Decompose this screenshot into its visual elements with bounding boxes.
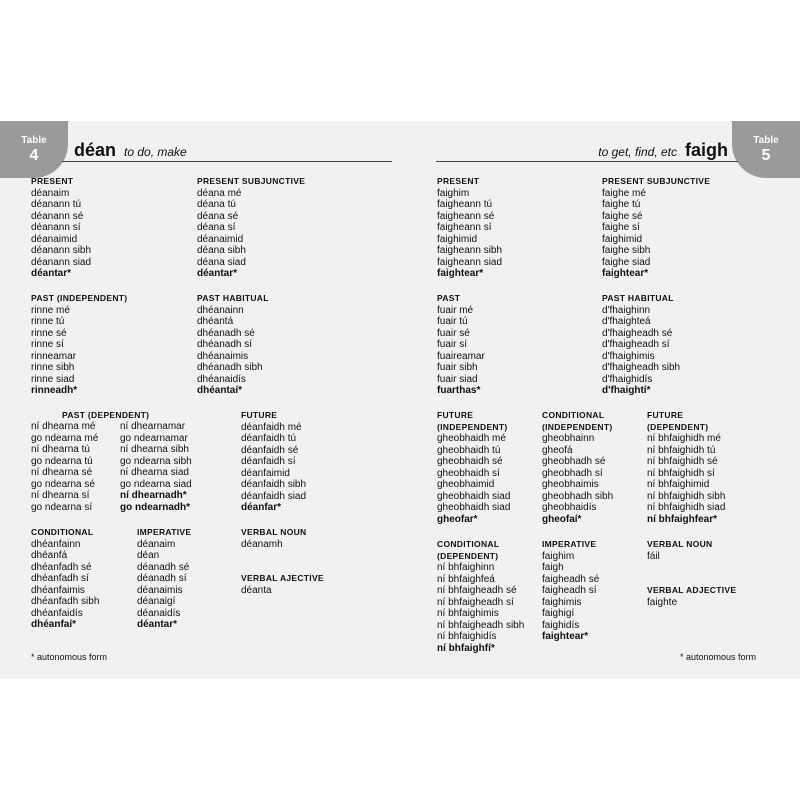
past-independent-block [31, 293, 127, 397]
form: déanann sí [31, 222, 81, 233]
form: déanaim [137, 538, 176, 550]
form: go ndearna mé [31, 432, 99, 444]
verb-title: faigh [685, 140, 728, 160]
form: fuaireamar [437, 350, 485, 362]
form: gheobhadh sé [542, 456, 606, 467]
section-heading: CONDITIONAL [31, 527, 94, 537]
section-heading: PRESENT [437, 176, 480, 186]
form: dhéanadh sibh [197, 362, 263, 373]
form: rinne sé [31, 327, 67, 339]
present-subjunctive-block [602, 176, 710, 280]
form: gheobhaidh sé [437, 456, 503, 467]
form: faigheadh sé [542, 573, 600, 585]
form: déanaimid [31, 233, 78, 245]
form: ní dhearna sí [31, 490, 90, 501]
form: faigheann siad [437, 256, 503, 268]
form: déanadh sí [137, 573, 187, 584]
page-header-left [74, 140, 195, 161]
autonomous-form: déanfar* [241, 502, 282, 513]
form: fuair siad [437, 373, 478, 385]
section-heading: FUTURE [647, 410, 684, 420]
form: ní bhfaighimid [647, 479, 710, 490]
section-subheading: (DEPENDENT) [437, 550, 499, 561]
form: gheobhainn [542, 433, 595, 444]
form: ní bhfaighidh sibh [647, 490, 726, 502]
book-spread [0, 121, 800, 679]
form: gheobhaidh tú [437, 444, 501, 456]
form: déanaimid [197, 233, 244, 245]
form: dhéanainn [197, 304, 244, 316]
form: faighe sí [602, 222, 640, 233]
section-heading: PAST (INDEPENDENT) [31, 293, 128, 303]
autonomous-form: dhéantaí* [197, 385, 243, 396]
form: ní bhfaighidh sé [647, 456, 718, 467]
form: ní bhfaighinn [437, 562, 495, 573]
form: déanfaidh sí [241, 456, 296, 467]
form: go ndearna tú [31, 455, 93, 467]
section-heading: VERBAL AJECTIVE [241, 573, 324, 583]
form: rinne tú [31, 316, 65, 327]
form: fuair sí [437, 339, 468, 350]
autonomous-form: gheofaí* [542, 513, 582, 525]
form: dhéanfadh sé [31, 561, 92, 573]
verb-gloss: to do, make [124, 145, 187, 159]
verbal-adjective-block [647, 585, 736, 608]
form: gheobhadh sí [542, 467, 603, 479]
form: gheobhaidh siad [437, 490, 511, 502]
form: faighidís [542, 619, 580, 631]
form: ní bhfaighidh siad [647, 502, 726, 513]
form: déanfaidh siad [241, 490, 307, 502]
footnote: * autonomous form [31, 652, 108, 662]
form: dhéanaidís [197, 373, 246, 385]
form: faighimis [542, 596, 582, 608]
autonomous-form: déantar* [197, 268, 238, 279]
autonomous-form: faightear* [602, 268, 649, 279]
form: faigheann sibh [437, 245, 503, 256]
form: ní bhfaighidís [437, 631, 497, 642]
form: ní bhfaigheadh sí [437, 596, 514, 608]
section-heading: VERBAL NOUN [647, 539, 713, 549]
form: go ndearna siad [120, 478, 192, 490]
form: déanfaimid [241, 467, 290, 479]
section-heading: CONDITIONAL [542, 410, 605, 420]
form: déanadh sé [137, 561, 190, 573]
section-subheading: (INDEPENDENT) [437, 421, 508, 432]
form: rinne sibh [31, 362, 75, 373]
section-heading: FUTURE [241, 410, 278, 420]
form: faighigí [542, 608, 575, 619]
section-heading: PAST [437, 293, 461, 303]
form: déanamh [241, 538, 283, 550]
section-heading: PAST HABITUAL [602, 293, 674, 303]
form: déanfaidh sé [241, 444, 299, 456]
tab-word: Table [753, 135, 779, 146]
section-heading: PAST HABITUAL [197, 293, 269, 303]
form: ní bhfaighimis [437, 608, 499, 619]
form: fuair sé [437, 327, 470, 339]
form: gheobhaidh mé [437, 433, 506, 444]
section-heading: IMPERATIVE [542, 539, 597, 549]
autonomous-form: gheofar* [437, 513, 478, 525]
past-block [437, 293, 485, 397]
present-block [31, 176, 91, 280]
form: ní dhearna mé [31, 421, 96, 432]
form: faighte [647, 596, 678, 608]
form: déana tú [197, 199, 236, 210]
table-tab-left [0, 121, 68, 178]
form: dhéanadh sé [197, 327, 255, 339]
form: fáil [647, 550, 660, 562]
form: d'fhaigheadh sí [602, 339, 670, 350]
form: dhéanfá [31, 550, 68, 561]
right-page [400, 121, 800, 679]
form: déanta [241, 584, 272, 596]
autonomous-form: fuarthas* [437, 385, 481, 396]
form: faighe sibh [602, 245, 651, 256]
future-block [241, 410, 306, 514]
form: faigheann sí [437, 222, 492, 233]
form: dhéanfaimis [31, 584, 85, 596]
past-dependent-col2 [120, 421, 192, 513]
header-rule [436, 161, 738, 162]
header-rule [62, 161, 392, 162]
verb-gloss: to get, find, etc [598, 145, 677, 159]
form: ní bhfaigheadh sibh [437, 619, 525, 631]
section-heading: FUTURE [437, 410, 474, 420]
form: go ndearna sí [31, 501, 93, 513]
form: déanfaidh mé [241, 421, 302, 433]
form: déanann sé [31, 210, 84, 222]
form: d'fhaighinn [602, 304, 651, 316]
section-heading: CONDITIONAL [437, 539, 500, 549]
imperative-block [137, 527, 191, 631]
form: ní dhearna siad [120, 467, 189, 478]
form: faighimid [602, 233, 643, 245]
form: fuair sibh [437, 362, 478, 373]
form: faighe tú [602, 199, 641, 210]
form: ní bhfaighidh tú [647, 444, 716, 456]
form: dhéanfaidís [31, 607, 83, 619]
form: ní dhearnamar [120, 421, 186, 432]
form: ní bhfaigheadh sé [437, 585, 517, 596]
form: dhéanaimis [197, 350, 249, 362]
form: déanfaidh sibh [241, 479, 307, 490]
section-heading: PRESENT [31, 176, 74, 186]
tab-word: Table [21, 135, 47, 146]
autonomous-form: rinneadh* [31, 385, 78, 396]
form: d'fhaighteá [602, 316, 651, 327]
verbal-adjective-block [241, 573, 324, 596]
form: rinne mé [31, 304, 70, 316]
section-heading: PRESENT SUBJUNCTIVE [197, 176, 306, 186]
form: go ndearna sibh [120, 455, 192, 467]
form: déan [137, 550, 160, 561]
form: faigheann tú [437, 199, 493, 210]
form: faighim [542, 550, 575, 562]
form: déanaidís [137, 607, 181, 619]
conditional-independent-block [542, 410, 613, 525]
form: déanann siad [31, 256, 92, 268]
imperative-block [542, 539, 599, 643]
form: déanaimis [137, 584, 183, 596]
autonomous-form: d'fhaightí* [602, 385, 651, 396]
section-heading: VERBAL NOUN [241, 527, 307, 537]
autonomous-form: faightear* [437, 268, 484, 279]
verbal-noun-block [241, 527, 306, 550]
footnote: * autonomous form [680, 652, 757, 662]
form: déana sí [197, 222, 236, 233]
section-heading: PRESENT SUBJUNCTIVE [602, 176, 711, 186]
form: dhéanfainn [31, 538, 81, 550]
autonomous-form: ní dhearnadh* [120, 490, 187, 501]
form: gheobhaidís [542, 502, 597, 513]
form: ní bhfaighidh sí [647, 467, 715, 479]
autonomous-form: ní bhfaighfí* [437, 642, 495, 654]
form: dhéanadh sí [197, 339, 253, 350]
section-subheading: (INDEPENDENT) [542, 421, 613, 432]
form: ní bhfaighfeá [437, 573, 495, 585]
form: faigheann sé [437, 210, 495, 222]
future-independent-block [437, 410, 510, 525]
form: go ndearnamar [120, 432, 188, 444]
form: dhéanfadh sí [31, 573, 89, 584]
form: gheofá [542, 444, 573, 456]
form: ní dhearna sé [31, 467, 93, 478]
past-dependent-col1 [31, 421, 98, 513]
left-page [0, 121, 400, 679]
form: déana mé [197, 187, 242, 199]
form: rinne sí [31, 339, 64, 350]
future-dependent-block [647, 410, 725, 525]
form: d'fhaighimis [602, 350, 655, 362]
autonomous-form: go ndearnadh* [120, 501, 191, 513]
form: déana siad [197, 256, 246, 268]
form: déana sibh [197, 245, 246, 256]
form: déanaigí [137, 596, 176, 607]
form: faighe sé [602, 210, 643, 222]
autonomous-form: ní bhfaighfear* [647, 513, 718, 525]
form: ní bhfaighidh mé [647, 433, 721, 444]
autonomous-form: déantar* [137, 619, 178, 630]
conditional-dependent-block [437, 539, 524, 654]
present-block [437, 176, 502, 280]
section-heading: IMPERATIVE [137, 527, 192, 537]
form: dhéanfadh sibh [31, 596, 100, 607]
conditional-block [31, 527, 99, 631]
present-subjunctive-block [197, 176, 305, 280]
form: rinne siad [31, 373, 75, 385]
past-dependent-heading-block [62, 410, 149, 422]
autonomous-form: dhéanfaí* [31, 619, 77, 630]
form: go ndearna sé [31, 478, 95, 490]
section-subheading: (DEPENDENT) [647, 421, 709, 432]
form: d'fhaigheadh sé [602, 327, 673, 339]
form: gheobhaimid [437, 479, 495, 490]
form: fuair mé [437, 304, 474, 316]
past-habitual-block [602, 293, 680, 397]
autonomous-form: déantar* [31, 268, 72, 279]
form: rinneamar [31, 350, 77, 362]
section-heading: PAST (DEPENDENT) [62, 410, 150, 420]
tab-number: 4 [29, 147, 39, 164]
form: déanann sibh [31, 245, 92, 256]
form: faighe mé [602, 187, 646, 199]
verbal-noun-block [647, 539, 712, 562]
form: ní dhearna sibh [120, 444, 189, 455]
form: gheobhaidh sí [437, 467, 500, 479]
table-tab-right [732, 121, 800, 178]
form: gheobhaimis [542, 479, 599, 490]
form: gheobhaidh siad [437, 502, 511, 513]
autonomous-form: faightear* [542, 631, 589, 642]
verb-title: déan [74, 140, 117, 160]
form: déanaim [31, 187, 70, 199]
tab-number: 5 [761, 147, 771, 164]
form: d'fhaigheadh sibh [602, 362, 681, 373]
form: faigh [542, 562, 564, 573]
form: faigheadh sí [542, 585, 597, 596]
form: dhéantá [197, 316, 234, 327]
form: ní dhearna tú [31, 444, 90, 455]
form: faighe siad [602, 256, 651, 268]
form: faighimid [437, 233, 478, 245]
form: d'fhaighidís [602, 373, 653, 385]
page-header-right [590, 140, 728, 161]
form: déanann tú [31, 199, 82, 210]
form: faighim [437, 187, 470, 199]
form: déana sé [197, 210, 239, 222]
form: gheobhadh sibh [542, 490, 614, 502]
section-heading: VERBAL ADJECTIVE [647, 585, 737, 595]
form: déanfaidh tú [241, 433, 297, 444]
past-habitual-block [197, 293, 269, 397]
form: fuair tú [437, 316, 468, 327]
